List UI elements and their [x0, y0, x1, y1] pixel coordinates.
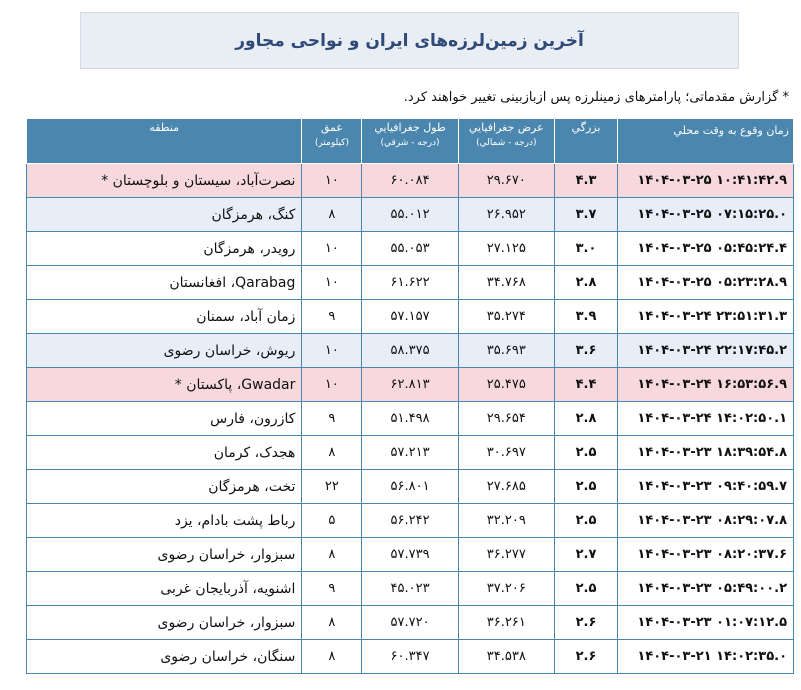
- cell-time: ۱۴۰۴-۰۳-۲۳ ۰۸:۲۰:۳۷.۶: [618, 538, 794, 572]
- cell-latitude: ۳۵.۲۷۴: [458, 300, 554, 334]
- table-row[interactable]: [27, 470, 794, 504]
- cell-longitude: ۵۷.۱۵۷: [362, 300, 458, 334]
- table-row[interactable]: [27, 198, 794, 232]
- cell-depth: ۹: [302, 300, 362, 334]
- cell-region[interactable]: زمان آباد، سمنان: [27, 300, 302, 334]
- cell-longitude: ۵۱.۴۹۸: [362, 402, 458, 436]
- header-longitude-unit: (درجه - شرقي): [380, 138, 440, 148]
- header-magnitude[interactable]: بزرگي: [554, 119, 617, 164]
- cell-longitude: ۵۵.۰۵۳: [362, 232, 458, 266]
- cell-region[interactable]: رويدر، هرمزگان: [27, 232, 302, 266]
- header-latitude[interactable]: [458, 119, 554, 164]
- cell-region[interactable]: سبزوار، خراسان رضوی: [27, 606, 302, 640]
- cell-magnitude: ۲.۶: [554, 640, 617, 674]
- cell-magnitude: ۴.۴: [554, 368, 617, 402]
- table-row[interactable]: [27, 436, 794, 470]
- cell-latitude: ۲۹.۶۷۰: [458, 164, 554, 198]
- cell-longitude: ۵۷.۷۲۰: [362, 606, 458, 640]
- table-row[interactable]: [27, 164, 794, 198]
- cell-region[interactable]: سبزوار، خراسان رضوی: [27, 538, 302, 572]
- cell-magnitude: ۲.۷: [554, 538, 617, 572]
- header-depth[interactable]: [302, 119, 362, 164]
- cell-time: ۱۴۰۴-۰۳-۲۵ ۱۰:۴۱:۴۲.۹: [618, 164, 794, 198]
- cell-time: ۱۴۰۴-۰۳-۲۴ ۱۶:۵۳:۵۶.۹: [618, 368, 794, 402]
- cell-magnitude: ۲.۶: [554, 606, 617, 640]
- cell-longitude: ۶۰.۰۸۴: [362, 164, 458, 198]
- cell-depth: ۸: [302, 606, 362, 640]
- cell-depth: ۱۰: [302, 266, 362, 300]
- cell-latitude: ۳۷.۲۰۶: [458, 572, 554, 606]
- cell-latitude: ۳۲.۲۰۹: [458, 504, 554, 538]
- header-depth-label: عمق: [320, 121, 343, 134]
- cell-magnitude: ۳.۰: [554, 232, 617, 266]
- header-depth-unit: (كيلومتر): [314, 138, 349, 148]
- header-latitude-label: عرض جغرافيايي: [468, 121, 544, 134]
- cell-region[interactable]: رباط پشت بادام، يزد: [27, 504, 302, 538]
- cell-longitude: ۴۵.۰۲۳: [362, 572, 458, 606]
- cell-time: ۱۴۰۴-۰۳-۲۳ ۰۸:۲۹:۰۷.۸: [618, 504, 794, 538]
- table-row[interactable]: [27, 232, 794, 266]
- table-row[interactable]: [27, 300, 794, 334]
- cell-depth: ۱۰: [302, 232, 362, 266]
- header-region[interactable]: منطقه: [27, 119, 302, 164]
- cell-time: ۱۴۰۴-۰۳-۲۵ ۰۵:۲۳:۲۸.۹: [618, 266, 794, 300]
- cell-magnitude: ۲.۸: [554, 402, 617, 436]
- cell-magnitude: ۲.۵: [554, 504, 617, 538]
- cell-depth: ۸: [302, 538, 362, 572]
- table-header-row: [27, 119, 794, 164]
- table-row[interactable]: [27, 402, 794, 436]
- table-row[interactable]: [27, 606, 794, 640]
- cell-region[interactable]: كنگ، هرمزگان: [27, 198, 302, 232]
- cell-time: ۱۴۰۴-۰۳-۲۳ ۰۱:۰۷:۱۲.۵: [618, 606, 794, 640]
- cell-longitude: ۵۵.۰۱۲: [362, 198, 458, 232]
- header-time[interactable]: زمان وقوع به وقت محلي: [618, 119, 794, 164]
- cell-depth: ۱۰: [302, 164, 362, 198]
- cell-depth: ۸: [302, 640, 362, 674]
- cell-depth: ۱۰: [302, 368, 362, 402]
- cell-magnitude: ۲.۸: [554, 266, 617, 300]
- cell-longitude: ۵۷.۷۳۹: [362, 538, 458, 572]
- cell-longitude: ۵۶.۲۴۲: [362, 504, 458, 538]
- table-row[interactable]: [27, 640, 794, 674]
- cell-time: ۱۴۰۴-۰۳-۲۴ ۲۲:۱۷:۴۵.۲: [618, 334, 794, 368]
- header-longitude[interactable]: [362, 119, 458, 164]
- cell-region[interactable]: كازرون، فارس: [27, 402, 302, 436]
- cell-depth: ۹: [302, 402, 362, 436]
- cell-magnitude: ۲.۵: [554, 470, 617, 504]
- cell-latitude: ۳۶.۲۷۷: [458, 538, 554, 572]
- cell-latitude: ۲۶.۹۵۲: [458, 198, 554, 232]
- cell-longitude: ۵۶.۸۰۱: [362, 470, 458, 504]
- table-row[interactable]: [27, 266, 794, 300]
- cell-longitude: ۶۲.۸۱۳: [362, 368, 458, 402]
- cell-time: ۱۴۰۴-۰۳-۲۴ ۲۳:۵۱:۳۱.۳: [618, 300, 794, 334]
- cell-latitude: ۳۴.۷۶۸: [458, 266, 554, 300]
- cell-latitude: ۲۷.۱۲۵: [458, 232, 554, 266]
- cell-magnitude: ۲.۵: [554, 572, 617, 606]
- earthquake-table: [26, 118, 794, 674]
- cell-magnitude: ۲.۵: [554, 436, 617, 470]
- cell-latitude: ۲۷.۶۸۵: [458, 470, 554, 504]
- cell-region[interactable]: اشنويه، آذربايجان غربی: [27, 572, 302, 606]
- cell-time: ۱۴۰۴-۰۳-۲۳ ۰۹:۴۰:۵۹.۷: [618, 470, 794, 504]
- cell-latitude: ۳۶.۲۶۱: [458, 606, 554, 640]
- cell-magnitude: ۳.۶: [554, 334, 617, 368]
- cell-time: ۱۴۰۴-۰۳-۲۳ ۰۵:۴۹:۰۰.۲: [618, 572, 794, 606]
- header-longitude-label: طول جغرافيايي: [374, 121, 446, 134]
- cell-region[interactable]: تخت، هرمزگان: [27, 470, 302, 504]
- cell-longitude: ۵۸.۳۷۵: [362, 334, 458, 368]
- header-latitude-unit: (درجه - شمالي): [476, 138, 537, 148]
- cell-time: ۱۴۰۴-۰۳-۲۳ ۱۸:۳۹:۵۴.۸: [618, 436, 794, 470]
- cell-depth: ۵: [302, 504, 362, 538]
- cell-magnitude: ۳.۹: [554, 300, 617, 334]
- cell-time: ۱۴۰۴-۰۳-۲۵ ۰۵:۴۵:۲۴.۴: [618, 232, 794, 266]
- cell-depth: ۸: [302, 436, 362, 470]
- cell-longitude: ۶۰.۳۴۷: [362, 640, 458, 674]
- cell-region[interactable]: ريوش، خراسان رضوی: [27, 334, 302, 368]
- cell-region[interactable]: سنگان، خراسان رضوی: [27, 640, 302, 674]
- cell-region[interactable]: Gwadar، پاکستان *: [27, 368, 302, 402]
- cell-time: ۱۴۰۴-۰۳-۲۵ ۰۷:۱۵:۲۵.۰: [618, 198, 794, 232]
- cell-region[interactable]: هجدک، كرمان: [27, 436, 302, 470]
- table-row[interactable]: [27, 334, 794, 368]
- cell-time: ۱۴۰۴-۰۳-۲۱ ۱۴:۰۲:۳۵.۰: [618, 640, 794, 674]
- cell-latitude: ۳۵.۶۹۳: [458, 334, 554, 368]
- table-row[interactable]: [27, 572, 794, 606]
- cell-depth: ۹: [302, 572, 362, 606]
- preliminary-note: * گزارش مقدماتی؛ پارامترهای زمینلرزه پس ازبازبینی تغییر خواهند کرد.: [403, 90, 789, 105]
- cell-magnitude: ۴.۳: [554, 164, 617, 198]
- page-title: آخرین زمین‌لرزه‌های ایران و نواحی مجاور: [80, 12, 739, 69]
- cell-region[interactable]: Qarabag، افغانستان: [27, 266, 302, 300]
- cell-longitude: ۶۱.۶۲۲: [362, 266, 458, 300]
- cell-depth: ۱۰: [302, 334, 362, 368]
- cell-latitude: ۲۵.۴۷۵: [458, 368, 554, 402]
- table-row[interactable]: [27, 368, 794, 402]
- cell-depth: ۸: [302, 198, 362, 232]
- table-row[interactable]: [27, 538, 794, 572]
- table-row[interactable]: [27, 504, 794, 538]
- cell-depth: ۲۲: [302, 470, 362, 504]
- cell-magnitude: ۳.۷: [554, 198, 617, 232]
- cell-latitude: ۲۹.۶۵۴: [458, 402, 554, 436]
- cell-latitude: ۳۴.۵۳۸: [458, 640, 554, 674]
- cell-region[interactable]: نصرت‌آباد، سیستان و بلوچستان *: [27, 164, 302, 198]
- cell-time: ۱۴۰۴-۰۳-۲۴ ۱۴:۰۲:۵۰.۱: [618, 402, 794, 436]
- cell-longitude: ۵۷.۲۱۳: [362, 436, 458, 470]
- cell-latitude: ۳۰.۶۹۷: [458, 436, 554, 470]
